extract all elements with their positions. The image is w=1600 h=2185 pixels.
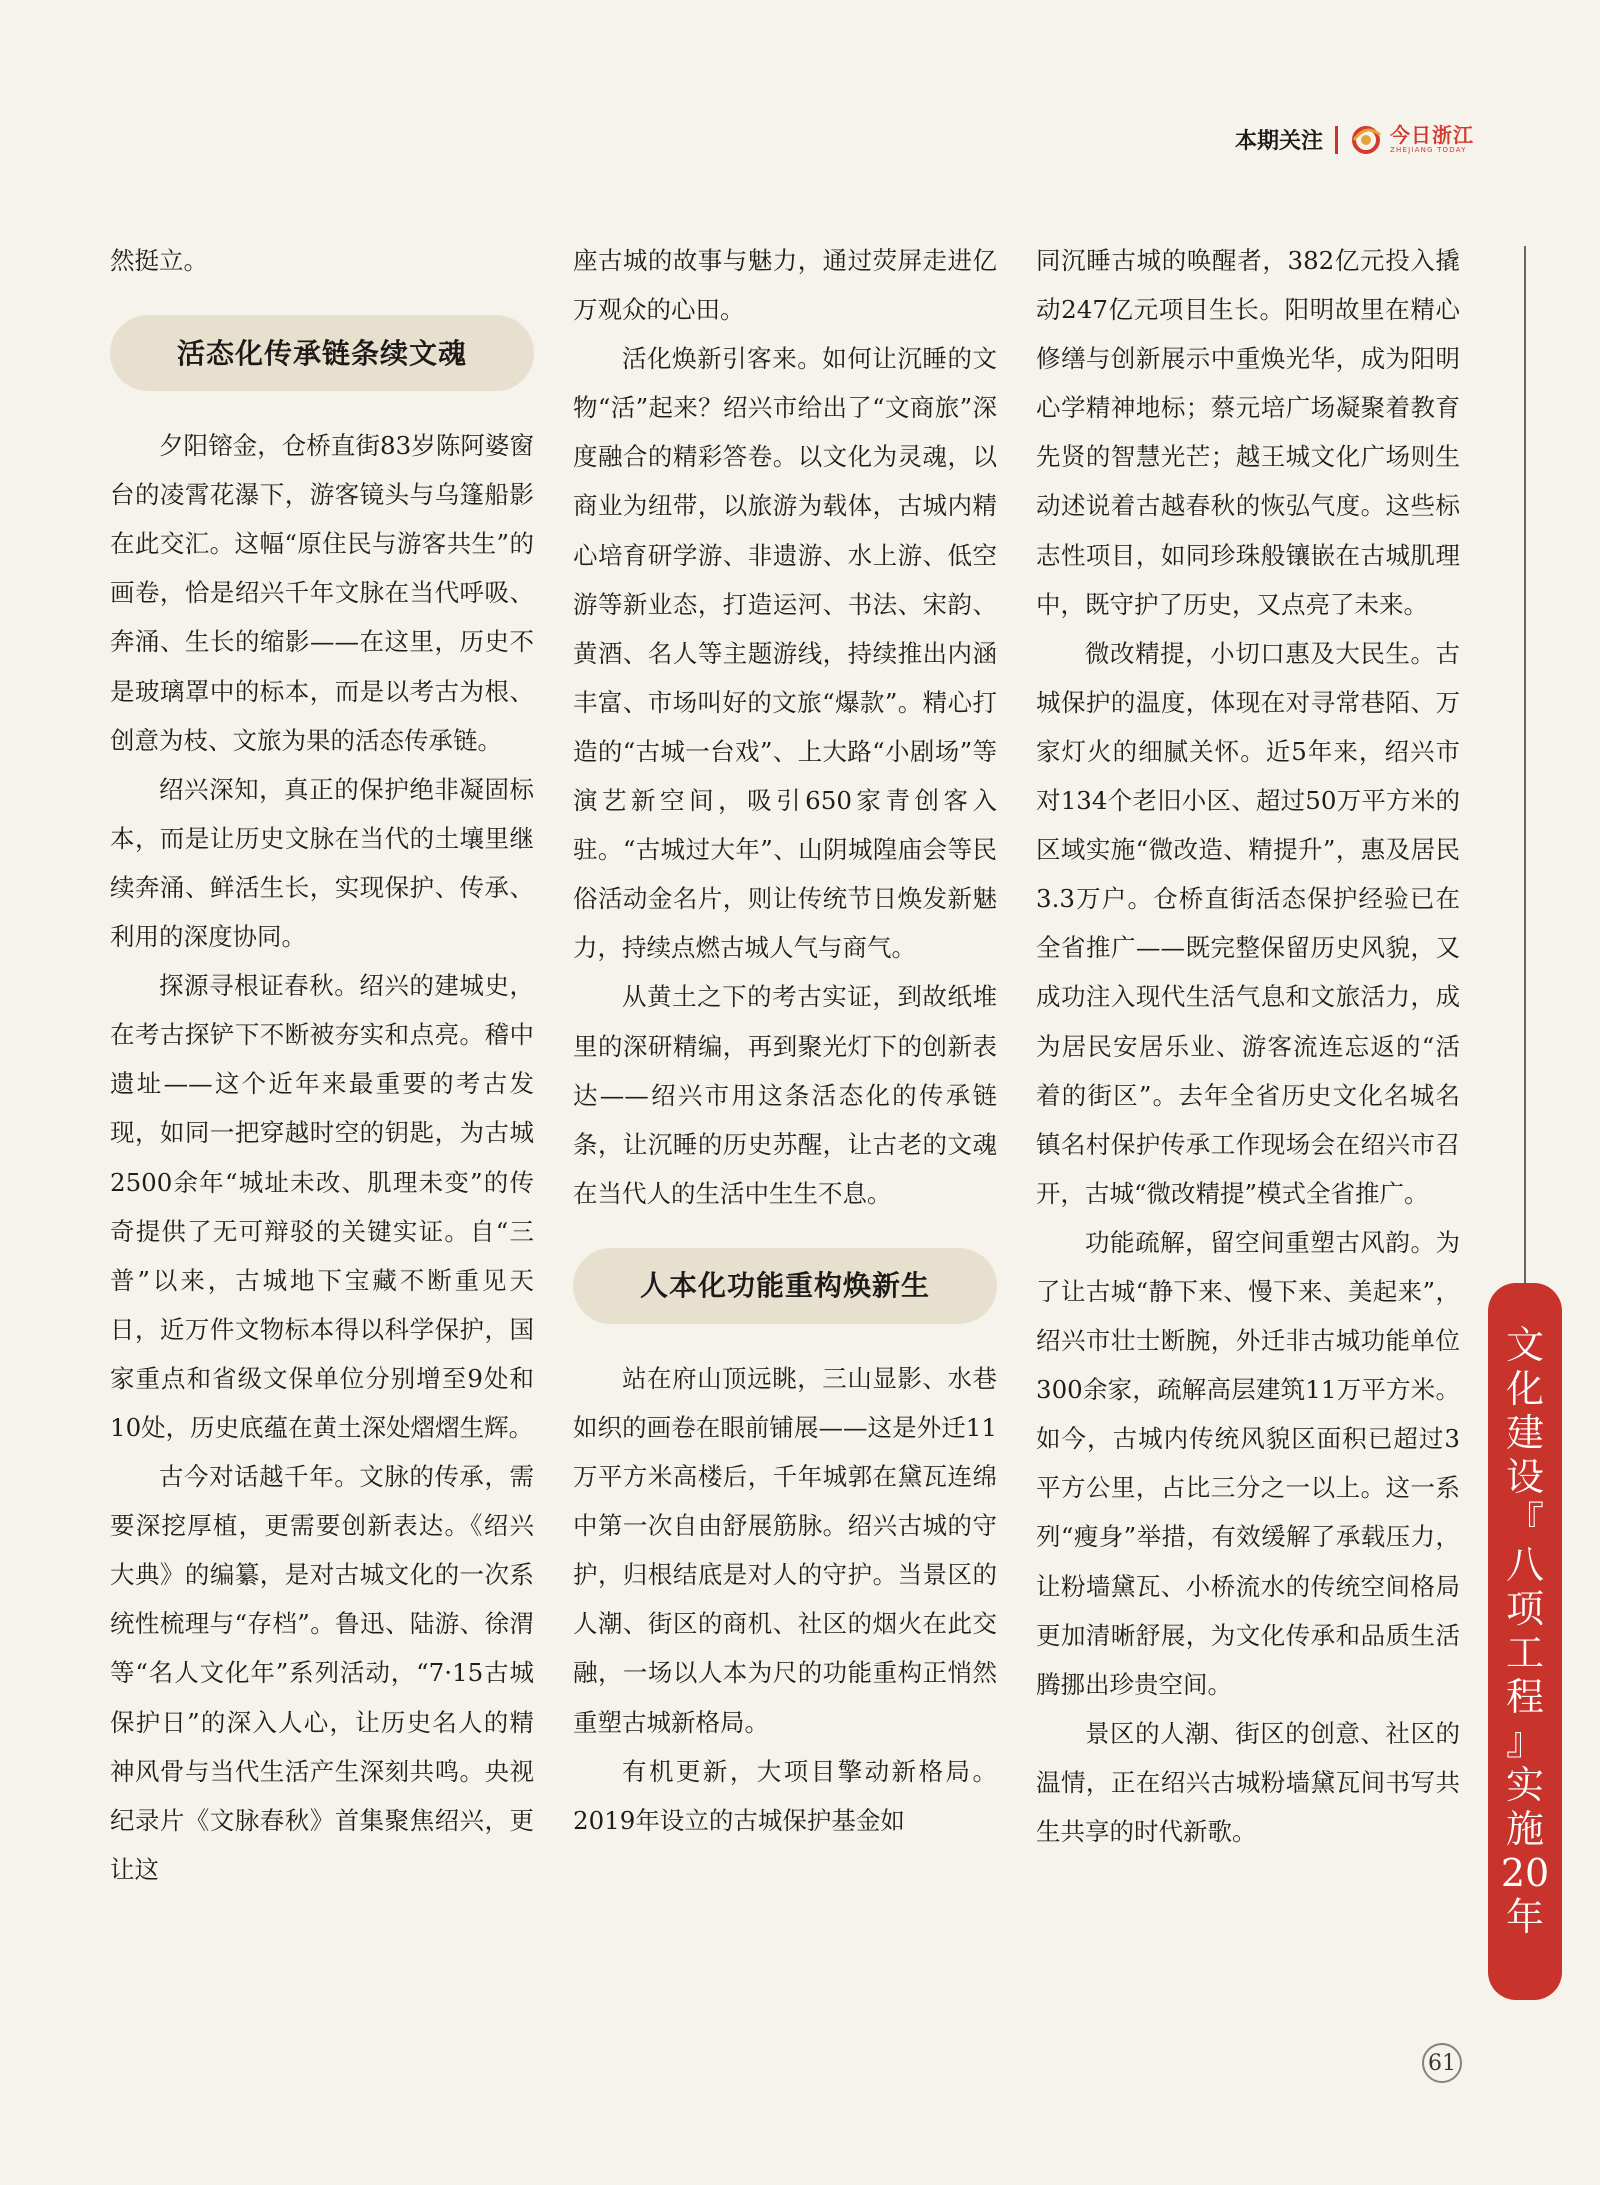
paragraph: 探源寻根证春秋。绍兴的建城史，在考古探铲下不断被夯实和点亮。稽中遗址——这个近年来最重要的考古发现，如同一把穿越时空的钥匙，为古城2500余年“城址未改、肌理未变”的传奇提供了无可辩驳的关键实证。自“三普”以来，古城地下宝藏不断重见天日，近万件文物标本得以科学保护，国家重点和省级文保单位分别增至9处和10处，历史底蕴在黄土深处熠熠生辉。	[110, 971, 534, 1442]
paragraph: 景区的人潮、街区的创意、社区的温情，正在绍兴古城粉墙黛瓦间书写共生共享的时代新歌。	[1036, 1718, 1460, 1846]
text-column-2	[573, 236, 997, 1845]
paragraph: 活化焕新引客来。如何让沉睡的文物“活”起来？绍兴市给出了“文商旅”深度融合的精彩答卷。以文化为灵魂，以商业为纽带，以旅游为载体，古城内精心培育研学游、非遗游、水上游、低空游等新业态，打造运河、书法、宋韵、黄酒、名人等主题游线，持续推出内涵丰富、市场叫好的文旅“爆款”。精心打造的“古城一台戏”、上大路“小剧场”等演艺新空间，吸引650家青创客入驻。“古城过大年”、山阴城隍庙会等民俗活动金名片，则让传统节日焕发新魅力，持续点燃古城人气与商气。	[573, 344, 997, 963]
text-column-3	[1036, 236, 1460, 1856]
page-header	[1235, 124, 1474, 155]
series-title-line: 文 化 建 设	[1505, 1323, 1544, 1499]
series-title-line: 年	[1505, 1895, 1544, 1939]
logo-text-cn: 今日浙江	[1390, 123, 1474, 147]
paragraph: 从黄土之下的考古实证，到故纸堆里的深研精编，再到聚光灯下的创新表达——绍兴市用这条活态化的传承链条，让沉睡的历史苏醒，让古老的文魂在当代人的生活中生生不息。	[573, 982, 997, 1208]
logo-text-en: ZHEJIANG TODAY	[1390, 146, 1467, 154]
paragraph: 然挺立。	[110, 246, 208, 275]
header-divider	[1335, 126, 1338, 154]
magazine-logo	[1350, 125, 1474, 155]
paragraph: 古今对话越千年。文脉的传承，需要深挖厚植，更需要创新表达。《绍兴大典》的编纂，是对古城文化的一次系统性梳理与“存档”。鲁迅、陆游、徐渭等“名人文化年”系列活动，“7·15古城保护日”的深入人心，让历史名人的精神风骨与当代生活产生深刻共鸣。央视纪录片《文脉春秋》首集聚焦绍兴，更让这	[110, 1462, 534, 1884]
paragraph: 有机更新，大项目擎动新格局。2019年设立的古城保护基金如	[573, 1756, 997, 1835]
paragraph: 同沉睡古城的唤醒者，382亿元投入撬动247亿元项目生长。阳明故里在精心修缮与创新展示中重焕光华，成为阳明心学精神地标；蔡元培广场凝聚着教育先贤的智慧光芒；越王城文化广场则生动述说着古越春秋的恢弘气度。这些标志性项目，如同珍珠般镶嵌在古城肌理中，既守护了历史，又点亮了未来。	[1036, 246, 1460, 619]
text-column-1	[110, 236, 534, 1894]
page-number: 61	[1422, 2043, 1462, 2083]
series-title-line: 实 施	[1505, 1763, 1544, 1851]
paragraph: 站在府山顶远眺，三山显影、水巷如织的画卷在眼前铺展——这是外迁11万平方米高楼后，千年城郭在黛瓦连绵中第一次自由舒展筋脉。绍兴古城的守护，归根结底是对人的守护。当景区的人潮、街区的商机、社区的烟火在此交融，一场以人本为尺的功能重构正悄然重塑古城新格局。	[573, 1363, 997, 1737]
series-title-line: 『 八 项 工 程 』	[1505, 1499, 1544, 1763]
section-label: 本期关注	[1234, 129, 1323, 154]
logo-swirl-icon	[1350, 125, 1384, 155]
paragraph: 夕阳镕金，仓桥直街83岁陈阿婆窗台的凌霄花瀑下，游客镜头与乌篷船影在此交汇。这幅“原住民与游客共生”的画卷，恰是绍兴千年文脉在当代呼吸、奔涌、生长的缩影——在这里，历史不是玻璃罩中的标本，而是以考古为根、创意为枝、文旅为果的活态传承链。	[110, 431, 534, 755]
series-title	[1488, 1323, 1562, 1939]
series-side-tab	[1488, 1283, 1562, 2000]
subheading: 活态化传承链条续文魂	[110, 315, 534, 391]
paragraph: 绍兴深知，真正的保护绝非凝固标本，而是让历史文脉在当代的土壤里继续奔涌、鲜活生长，实现保护、传承、利用的深度协同。	[110, 774, 534, 952]
paragraph: 功能疏解，留空间重塑古风韵。为了让古城“静下来、慢下来、美起来”，绍兴市壮士断腕，外迁非古城功能单位300余家，疏解高层建筑11万平方米。如今，古城内传统风貌区面积已超过3平方公里，占比三分之一以上。这一系列“瘦身”举措，有效缓解了承载压力，让粉墙黛瓦、小桥流水的传统空间格局更加清晰舒展，为文化传承和品质生活腾挪出珍贵空间。	[1036, 1227, 1460, 1699]
series-title-line: 20	[1500, 1851, 1550, 1895]
margin-rule	[1524, 246, 1526, 1286]
subheading: 人本化功能重构焕新生	[573, 1248, 997, 1324]
paragraph: 微改精提，小切口惠及大民生。古城保护的温度，体现在对寻常巷陌、万家灯火的细腻关怀。近5年来，绍兴市对134个老旧小区、超过50万平方米的区域实施“微改造、精提升”，惠及居民3.3万户。仓桥直街活态保护经验已在全省推广——既完整保留历史风貌，又成功注入现代生活气息和文旅活力，成为居民安居乐业、游客流连忘返的“活着的街区”。去年全省历史文化名城名镇名村保护传承工作现场会在绍兴市召开，古城“微改精提”模式全省推广。	[1036, 638, 1460, 1208]
paragraph: 座古城的故事与魅力，通过荧屏走进亿万观众的心田。	[573, 246, 997, 325]
